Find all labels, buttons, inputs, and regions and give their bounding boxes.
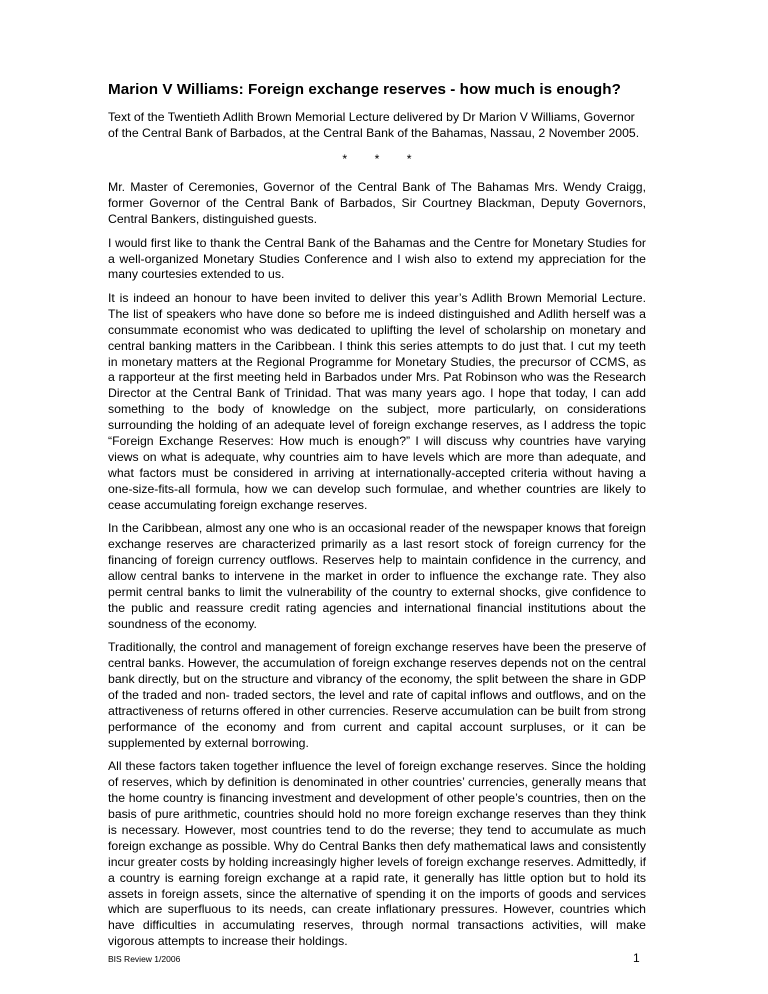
paragraph-traditionally: Traditionally, the control and management of foreign exchange reserves have been the preserve of central banks. However, the accumulation of foreign exchange reserves depends not on the central bank directly, but on the structure and vibrancy of the economy, the split between the share in GDP of the traded and non- traded sectors, the level and rate of capital inflows and outflows, and on the attractiveness of returns offered in other currencies. Reserve accumulation can be built from strong performance of the economy and from current and capital account surpluses, or it can be supplemented by external borrowing.	[108, 640, 646, 750]
separator-asterisk: *	[374, 152, 380, 167]
footer-source: BIS Review 1/2006	[108, 954, 181, 964]
section-separator	[108, 152, 646, 166]
document-subtitle: Text of the Twentieth Adlith Brown Memorial Lecture delivered by Dr Marion V Williams, Governor of the Central Bank of Barbados, at the Central Bank of the Bahamas, Nassau, 2 November 2005.	[108, 110, 640, 141]
paragraph-factors: All these factors taken together influence the level of foreign exchange reserves. Since the holding of reserves, which by definition is denominated in other countries’ currencies, generally means that the home country is financing investment and development of other people’s countries, then on the basis of pure arithmetic, countries should hold no more foreign exchange reserves than they think is necessary. However, most countries tend to do the reverse; they tend to accumulate as much foreign exchange as possible. Why do Central Banks then defy mathematical laws and consistently incur greater costs by holding increasingly higher levels of foreign exchange reserves. Admittedly, if a country is earning foreign exchange at a rapid rate, it generally has little option but to hold its assets in foreign assets, since the alternative of spending it on the imports of goods and services which are superfluous to its needs, can create inflationary pressures. However, countries which have difficulties in accumulating reserves, through normal transactions activities, will make vigorous attempts to increase their holdings.	[108, 759, 646, 949]
paragraph-thanks: I would first like to thank the Central Bank of the Bahamas and the Centre for Monetary Studies for a well-organized Monetary Studies Conference and I wish also to extend my appreciation for the many courtesies extended to us.	[108, 235, 646, 282]
paragraph-caribbean: In the Caribbean, almost any one who is an occasional reader of the newspaper knows that foreign exchange reserves are characterized primarily as a last resort stock of foreign currency for the financing of foreign currency outflows. Reserves help to maintain confidence in the currency, and allow central banks to intervene in the market in order to influence the exchange rate. They also permit central banks to limit the vulnerability of the country to external shocks, give confidence to the public and reassure credit rating agencies and international financial institutions about the soundness of the economy.	[108, 521, 646, 631]
separator-asterisk: *	[342, 152, 348, 167]
paragraph-greeting: Mr. Master of Ceremonies, Governor of the Central Bank of The Bahamas Mrs. Wendy Craigg, former Governor of the Central Bank of Barbados, Sir Courtney Blackman, Deputy Governors, Central Bankers, distinguished guests.	[108, 180, 646, 227]
separator-asterisk: *	[406, 152, 412, 167]
document-title: Marion V Williams: Foreign exchange reserves - how much is enough?	[108, 81, 621, 98]
document-body	[108, 80, 646, 958]
footer-page-number: 1	[633, 951, 640, 965]
paragraph-introduction: It is indeed an honour to have been invited to deliver this year’s Adlith Brown Memorial Lecture. The list of speakers who have done so before me is indeed distinguished and Adlith herself was a consummate economist who was dedicated to uplifting the level of scholarship on monetary and central banking matters in the Caribbean. I think this series attempts to do just that. I cut my teeth in monetary matters at the Regional Programme for Monetary Studies, the precursor of CCMS, as a rapporteur at the first meeting held in Barbados under Mrs. Pat Robinson who was the Research Director at the Central Bank of Trinidad. That was many years ago. I hope that today, I can add something to the body of knowledge on the subject, more particularly, on considerations surrounding the holding of an adequate level of foreign exchange reserves, as I address the topic “Foreign Exchange Reserves: How much is enough?” I will discuss why countries have varying views on what is adequate, why countries aim to have levels which are more than adequate, and what factors must be considered in arriving at internationally-accepted criteria without having a one-size-fits-all formula, how we can develop such formulae, and whether countries are likely to cease accumulating foreign exchange reserves.	[108, 290, 646, 512]
